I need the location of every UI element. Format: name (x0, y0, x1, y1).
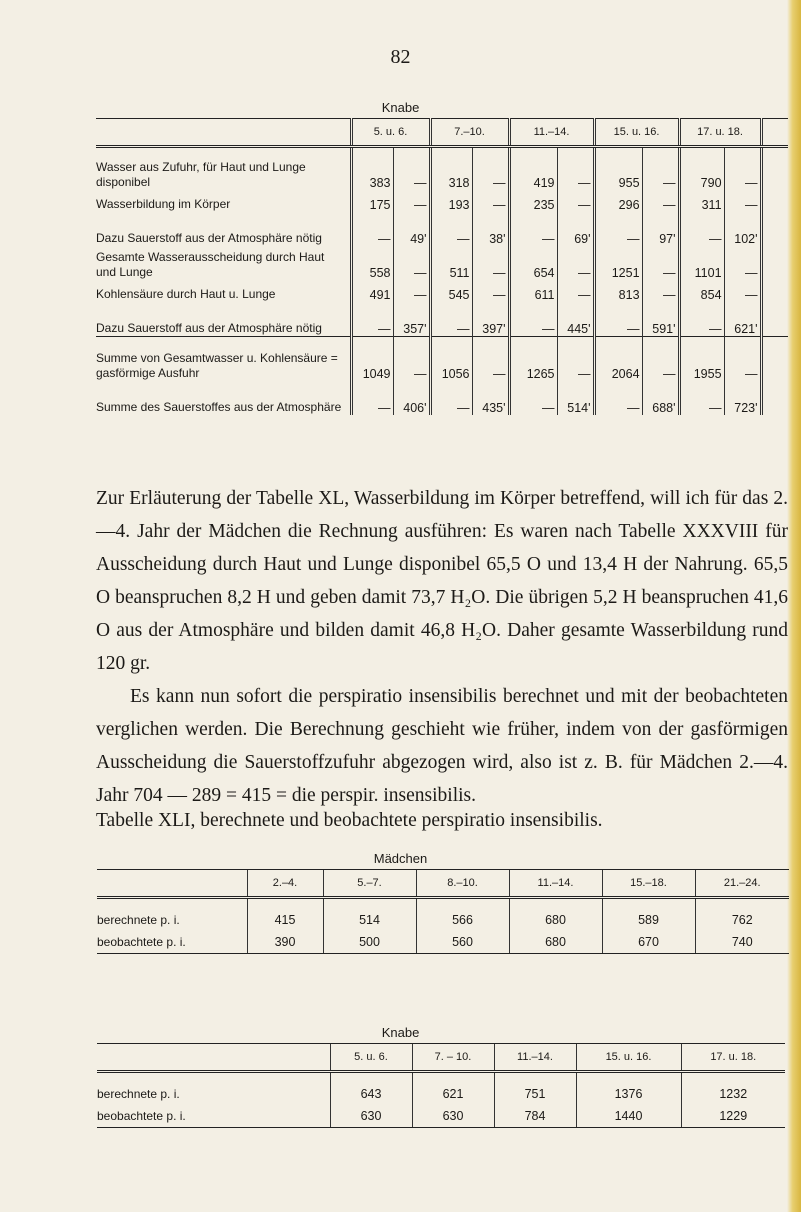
table1-cell: — (557, 147, 594, 191)
table2-cell: 680 (509, 931, 602, 954)
table1-cell: 854 (679, 280, 724, 302)
table1-cell: — (393, 246, 430, 280)
table2-header-cell: 15.–18. (602, 870, 695, 898)
table1-cell: — (472, 337, 509, 382)
paragraph-1: Zur Erläuterung der Tabelle XL, Wasserbildung im Körper betreffend, will ich für das 2.—4. Jahr der Mädchen die Rechnung ausführen: Es waren nach Tabelle XXXVIII für Ausscheidung durch Haut und Lunge disponibel 65,5 O und 13,4 H der Nahrung. 65,5 O beanspruchen 8,2 H und geben damit 73,7 H₂O. Die übrigen 5,2 H beanspruchen 41,6 O aus der Atmosphäre und bilden damit 46,8 H₂O. Daher gesamte Wasserbildung rund 120 gr. (96, 488, 788, 674)
table3-header-empty (97, 1044, 330, 1072)
table1-row-label: Summe des Sauerstoffes aus der Atmosphäre (96, 400, 342, 414)
table1-row-label: Gesamte Wasserausscheidung durch Haut und Lunge (96, 250, 325, 279)
table1-cell: 511 (430, 246, 472, 280)
table1-cell: 49' (393, 212, 430, 246)
table1-row (96, 337, 788, 382)
table1-cell: — (351, 302, 393, 337)
paragraph-2: Es kann nun sofort die perspiratio insensibilis berechnet und mit der beobachteten verglichen werden. Die Berechnung geschieht wie früher, indem von der gasförmigen Ausscheidung die Sauerstoffzufuhr abgezogen wird, also ist z. B. für Mädchen 2.—4. Jahr 704 — 289 = 415 = die perspir. insensibilis. (96, 686, 788, 806)
table1-row-label: Dazu Sauerstoff aus der Atmosphäre nötig (96, 231, 322, 245)
table1-cell: 175 (351, 190, 393, 212)
table1-cell: 1049 (351, 337, 393, 382)
table1-cell: 955 (594, 147, 642, 191)
table3-row (97, 1072, 785, 1106)
table1-row (96, 280, 788, 302)
table1-cell: — (594, 212, 642, 246)
table1-cell: — (472, 280, 509, 302)
table1-cell: 445' (557, 302, 594, 337)
table1-cell: 397' (472, 302, 509, 337)
table1-pad-cell (761, 212, 788, 246)
table2-header-cell: 2.–4. (247, 870, 323, 898)
table1-cell: 1056 (430, 337, 472, 382)
table1-header-cell: 11.–14. (509, 119, 594, 147)
table1-cell: 723' (724, 381, 761, 415)
table3-cell: 643 (330, 1072, 412, 1106)
table1-cell: — (724, 337, 761, 382)
table1-header-row (96, 119, 788, 147)
table1-cell: — (679, 381, 724, 415)
table1-cell: 611 (509, 280, 557, 302)
table1-cell: 2064 (594, 337, 642, 382)
table1-header-empty (96, 119, 351, 147)
table1-cell: — (557, 190, 594, 212)
table2-cell: 762 (695, 898, 789, 932)
table1-cell: 558 (351, 246, 393, 280)
table3-header-cell: 15. u. 16. (576, 1044, 681, 1072)
table1-header-cell: 17. u. 18. (679, 119, 761, 147)
table1-cell: 318 (430, 147, 472, 191)
table1-header-cell: 5. u. 6. (351, 119, 430, 147)
table1-cell: 97' (642, 212, 679, 246)
table-xli-title: Tabelle XLI, berechnete und beobachtete perspiratio insensibilis. (96, 810, 603, 831)
table1-row (96, 381, 788, 415)
table1-pad-cell (761, 381, 788, 415)
table1-cell: — (642, 280, 679, 302)
table1-cell: — (393, 147, 430, 191)
table2-cell: 680 (509, 898, 602, 932)
table1-cell: — (724, 147, 761, 191)
table3-cell: 751 (494, 1072, 576, 1106)
table2-caption: Mädchen (373, 851, 428, 866)
table1-cell: — (393, 337, 430, 382)
table1-row (96, 246, 788, 280)
table1-cell: 1251 (594, 246, 642, 280)
table1-cell: — (509, 212, 557, 246)
table3-row (97, 1105, 785, 1128)
table1-cell: — (472, 246, 509, 280)
table1-cell: 296 (594, 190, 642, 212)
table1-row-label: Wasser aus Zufuhr, für Haut und Lunge disponibel (96, 160, 306, 189)
table1-cell: — (351, 381, 393, 415)
table2-cell: 740 (695, 931, 789, 954)
table3-cell: 1440 (576, 1105, 681, 1128)
table1-cell: 235 (509, 190, 557, 212)
table1-cell: 813 (594, 280, 642, 302)
table3-cell: 630 (412, 1105, 494, 1128)
table1-cell: 406' (393, 381, 430, 415)
table1-cell: 514' (557, 381, 594, 415)
table1-cell: — (642, 147, 679, 191)
table3-cell: 1376 (576, 1072, 681, 1106)
table3-caption: Knabe (381, 1025, 420, 1040)
table1-pad-cell (761, 147, 788, 191)
table2-row (97, 931, 789, 954)
table1-cell: — (430, 302, 472, 337)
table1-row (96, 302, 788, 337)
body-text (96, 482, 788, 812)
table1-cell: — (557, 246, 594, 280)
table1-row (96, 147, 788, 191)
table2-header-empty (97, 870, 247, 898)
table1-cell: 357' (393, 302, 430, 337)
table3-row-label: berechnete p. i. (97, 1086, 180, 1101)
table1-cell: 1265 (509, 337, 557, 382)
table1-cell: — (679, 212, 724, 246)
table2-row-label: berechnete p. i. (97, 912, 180, 927)
table1-water-balance (96, 118, 788, 415)
table1-cell: — (393, 280, 430, 302)
table3-header-cell: 11.–14. (494, 1044, 576, 1072)
table3-cell: 630 (330, 1105, 412, 1128)
table1-cell: — (594, 381, 642, 415)
table1-cell: 654 (509, 246, 557, 280)
table1-cell: — (679, 302, 724, 337)
table1-cell: — (509, 302, 557, 337)
table1-cell: — (472, 190, 509, 212)
table1-header-pad (761, 119, 788, 147)
table1-row (96, 212, 788, 246)
table1-pad-cell (761, 246, 788, 280)
table1-cell: — (594, 302, 642, 337)
table2-cell: 670 (602, 931, 695, 954)
table2-header-cell: 21.–24. (695, 870, 789, 898)
table1-pad-cell (761, 190, 788, 212)
table1-pad-cell (761, 337, 788, 382)
table2-cell: 560 (416, 931, 509, 954)
table1-cell: — (557, 337, 594, 382)
table1-cell: — (724, 190, 761, 212)
table2-header-row (97, 870, 789, 898)
table1-cell: — (642, 190, 679, 212)
table1-cell: — (430, 381, 472, 415)
table2-cell: 514 (323, 898, 416, 932)
table1-cell: 1101 (679, 246, 724, 280)
table3-knabe (97, 1043, 785, 1128)
table2-row (97, 898, 789, 932)
table1-cell: 69' (557, 212, 594, 246)
table1-cell: 419 (509, 147, 557, 191)
table1-cell: — (642, 337, 679, 382)
table1-pad-cell (761, 302, 788, 337)
table1-row-label: Summe von Gesamtwasser u. Kohlensäure = gasförmige Ausfuhr (96, 337, 351, 382)
table1-cell: — (351, 212, 393, 246)
table2-cell: 589 (602, 898, 695, 932)
table1-cell: — (642, 246, 679, 280)
table3-header-cell: 7. – 10. (412, 1044, 494, 1072)
table1-cell: 311 (679, 190, 724, 212)
table2-header-cell: 5.–7. (323, 870, 416, 898)
table1-caption: Knabe (381, 100, 420, 115)
table1-cell: 38' (472, 212, 509, 246)
table3-header-cell: 5. u. 6. (330, 1044, 412, 1072)
table2-header-cell: 8.–10. (416, 870, 509, 898)
table1-cell: — (509, 381, 557, 415)
table2-cell: 566 (416, 898, 509, 932)
page-number: 82 (390, 46, 411, 68)
table1-cell: — (724, 280, 761, 302)
table1-cell: 545 (430, 280, 472, 302)
table2-row-label: beobachtete p. i. (97, 931, 247, 954)
table1-cell: — (724, 246, 761, 280)
table1-pad-cell (761, 280, 788, 302)
table1-row-label: Dazu Sauerstoff aus der Atmosphäre nötig (96, 321, 322, 335)
table1-row (96, 190, 788, 212)
table3-cell: 1229 (681, 1105, 785, 1128)
table2-cell: 390 (247, 931, 323, 954)
table1-cell: — (430, 212, 472, 246)
table3-cell: 621 (412, 1072, 494, 1106)
table2-maedchen (97, 869, 789, 954)
table3-header-row (97, 1044, 785, 1072)
table1-cell: — (393, 190, 430, 212)
table1-cell: 591' (642, 302, 679, 337)
table2-cell: 415 (247, 898, 323, 932)
table3-header-cell: 17. u. 18. (681, 1044, 785, 1072)
table2-cell: 500 (323, 931, 416, 954)
table1-header-cell: 7.–10. (430, 119, 509, 147)
table1-cell: 1955 (679, 337, 724, 382)
table1-cell: 193 (430, 190, 472, 212)
table3-cell: 784 (494, 1105, 576, 1128)
table1-cell: 383 (351, 147, 393, 191)
table1-row-label: Kohlensäure durch Haut u. Lunge (96, 287, 276, 301)
table1-row-label: Wasserbildung im Körper (96, 197, 231, 211)
table1-cell: 102' (724, 212, 761, 246)
table1-cell: 621' (724, 302, 761, 337)
table1-cell: 491 (351, 280, 393, 302)
table1-cell: — (557, 280, 594, 302)
table1-cell: — (472, 147, 509, 191)
table3-row-label: beobachtete p. i. (97, 1105, 330, 1128)
table1-header-cell: 15. u. 16. (594, 119, 679, 147)
table1-cell: 435' (472, 381, 509, 415)
table3-cell: 1232 (681, 1072, 785, 1106)
table1-cell: 790 (679, 147, 724, 191)
table1-cell: 688' (642, 381, 679, 415)
table2-header-cell: 11.–14. (509, 870, 602, 898)
